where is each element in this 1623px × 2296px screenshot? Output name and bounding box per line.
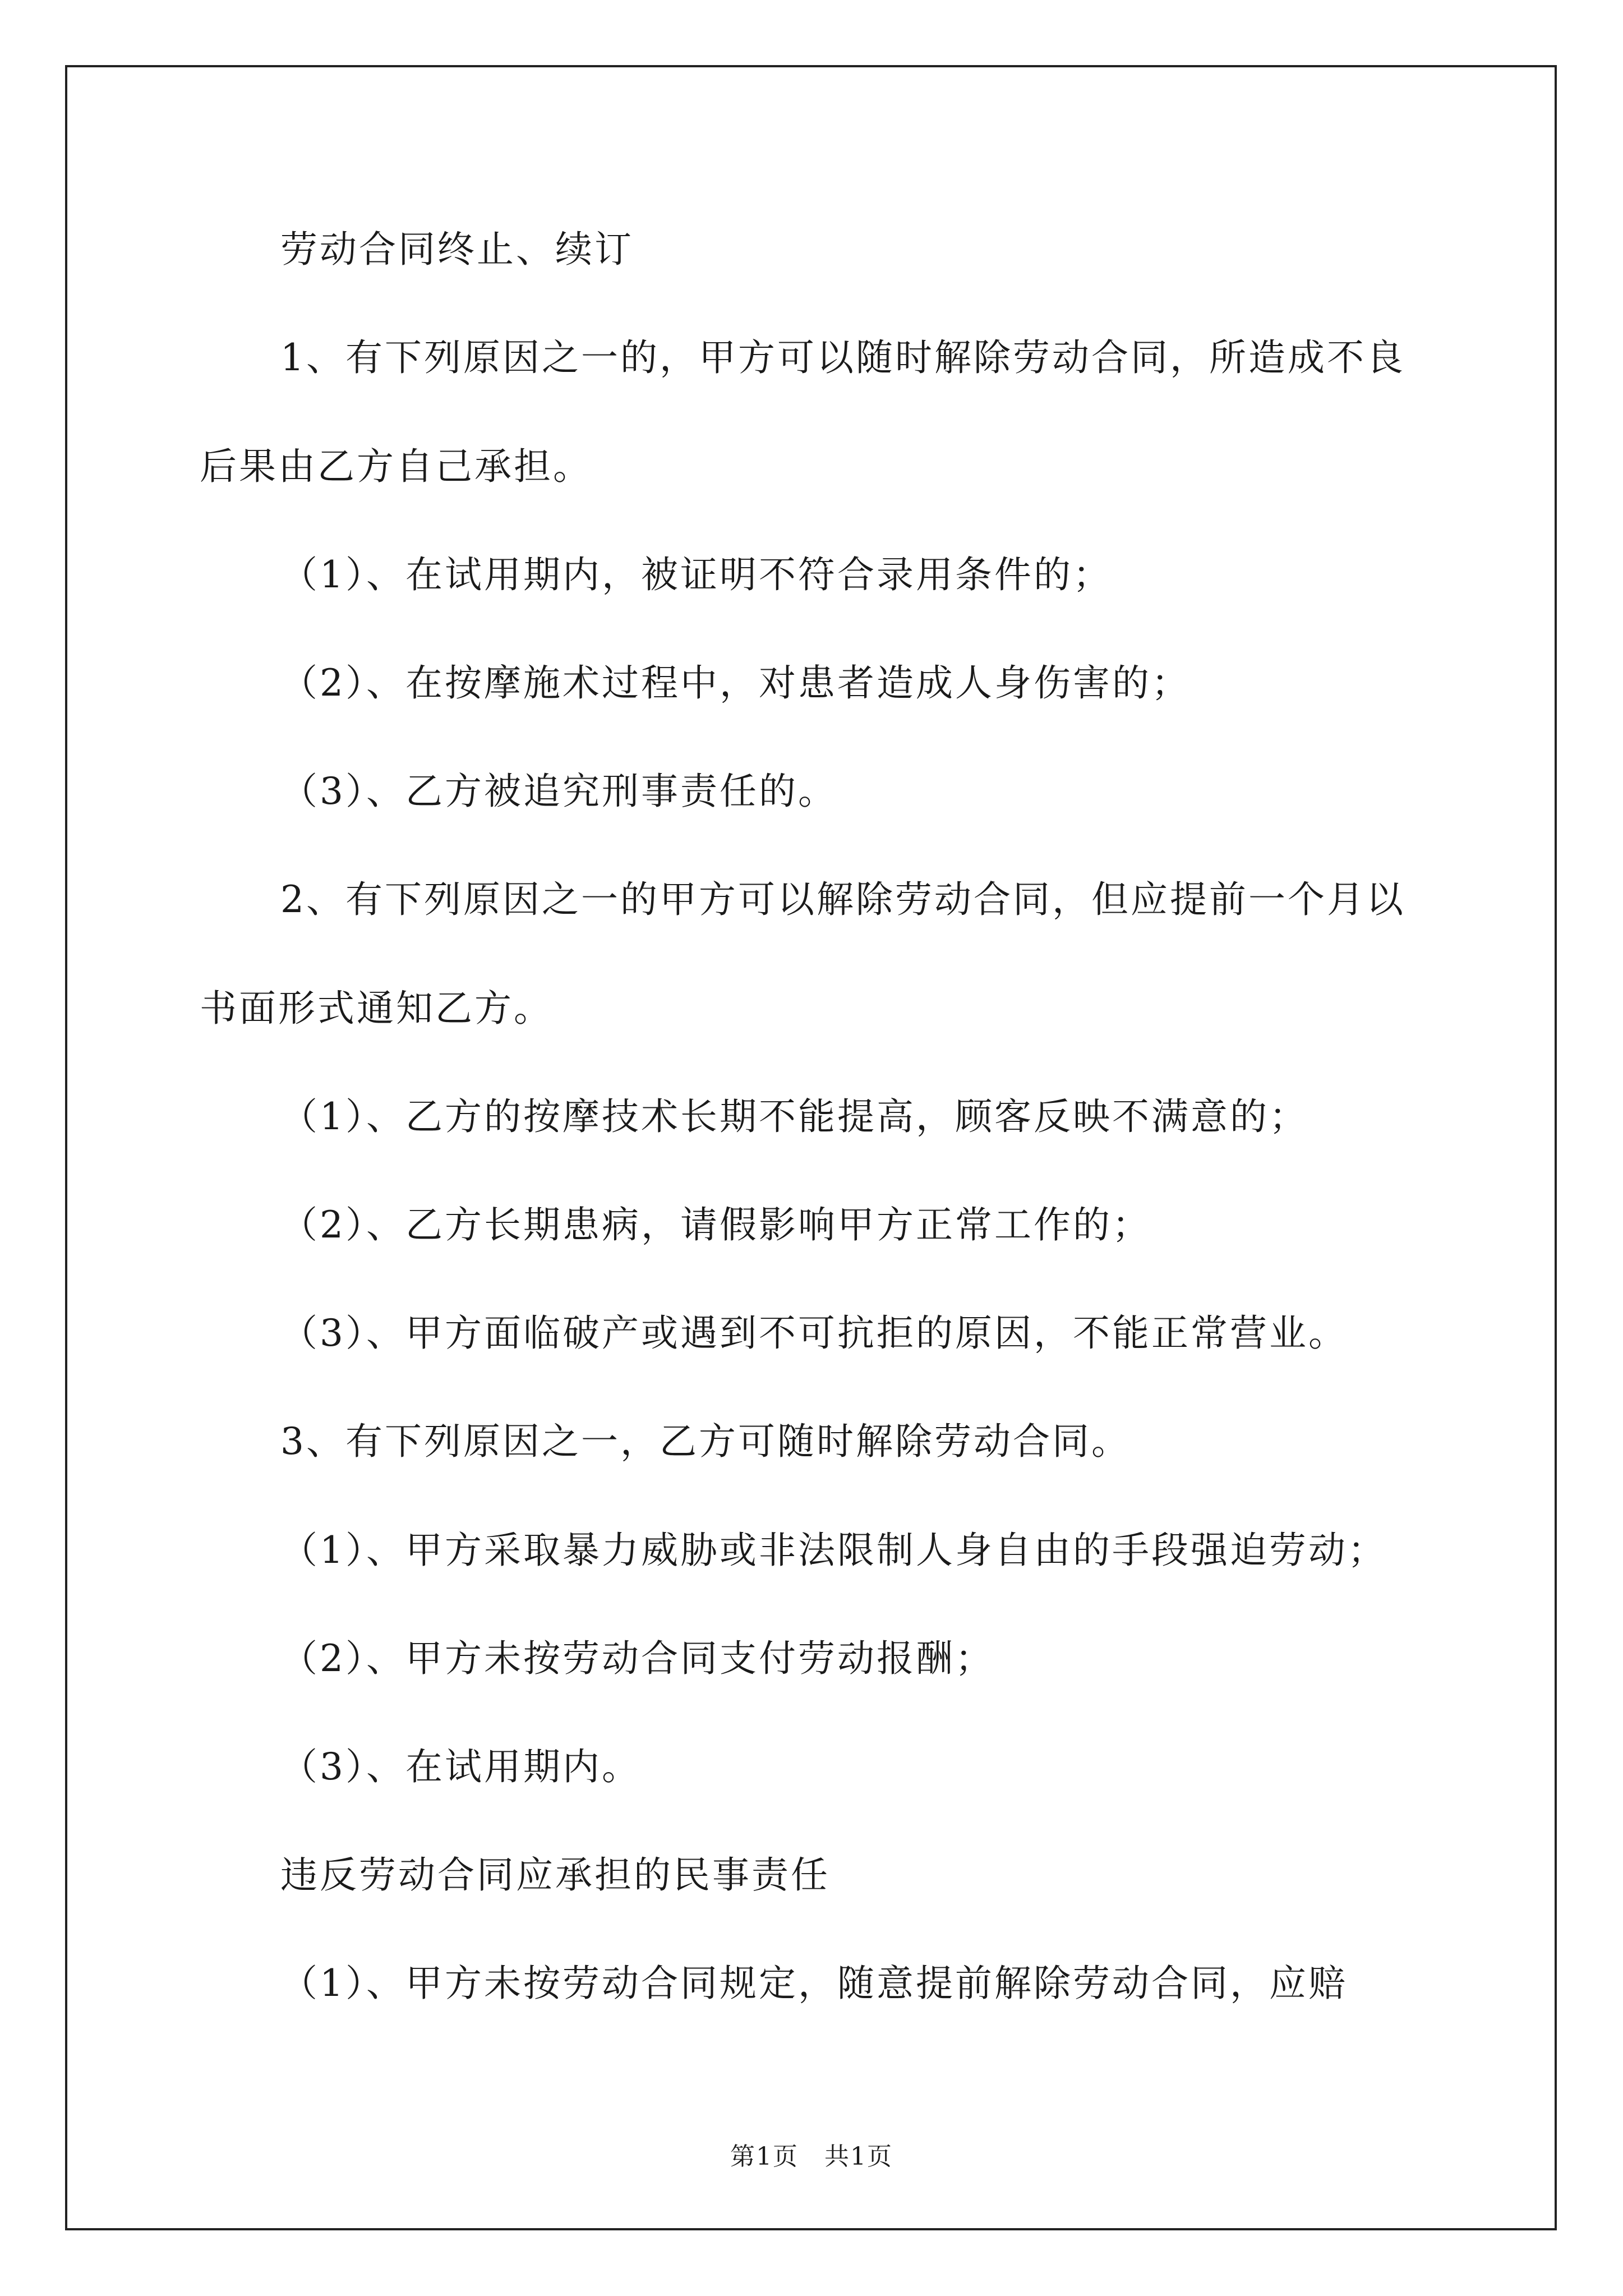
clause-3-item-2: （2）、甲方未按劳动合同支付劳动报酬； <box>280 1637 994 1680</box>
clause-2-item-1: （1）、乙方的按摩技术长期不能提高，顾客反映不满意的； <box>280 1095 1308 1138</box>
clause-1-item-3: （3）、乙方被追究刑事责任的。 <box>280 770 837 813</box>
clause-3-item-3: （3）、在试用期内。 <box>280 1745 641 1788</box>
clause-3: 3、有下列原因之一，乙方可随时解除劳动合同。 <box>280 1420 1131 1463</box>
clause-2: 2、有下列原因之一的甲方可以解除劳动合同，但应提前一个月以 <box>280 878 1405 921</box>
clause-1-item-1: （1）、在试用期内，被证明不符合录用条件的； <box>280 553 1112 596</box>
liability-item-1: （1）、甲方未按劳动合同规定，随意提前解除劳动合同，应赔 <box>280 1962 1348 2005</box>
clause-2-item-2: （2）、乙方长期患病，请假影响甲方正常工作的； <box>280 1203 1151 1246</box>
section-heading-liability: 违反劳动合同应承担的民事责任 <box>280 1853 830 1897</box>
clause-2-continued: 书面形式通知乙方。 <box>200 987 553 1030</box>
clause-1: 1、有下列原因之一的，甲方可以随时解除劳动合同，所造成不良 <box>280 336 1405 379</box>
section-heading-termination: 劳动合同终止、续订 <box>280 228 634 271</box>
clause-3-item-1: （1）、甲方采取暴力威胁或非法限制人身自由的手段强迫劳动； <box>280 1529 1387 1572</box>
clause-1-item-2: （2）、在按摩施术过程中，对患者造成人身伤害的； <box>280 661 1191 705</box>
clause-2-item-3: （3）、甲方面临破产或遇到不可抗拒的原因，不能正常营业。 <box>280 1312 1348 1355</box>
page-footer: 第1页 共1页 <box>730 2142 893 2171</box>
clause-1-continued: 后果由乙方自己承担。 <box>200 445 592 488</box>
